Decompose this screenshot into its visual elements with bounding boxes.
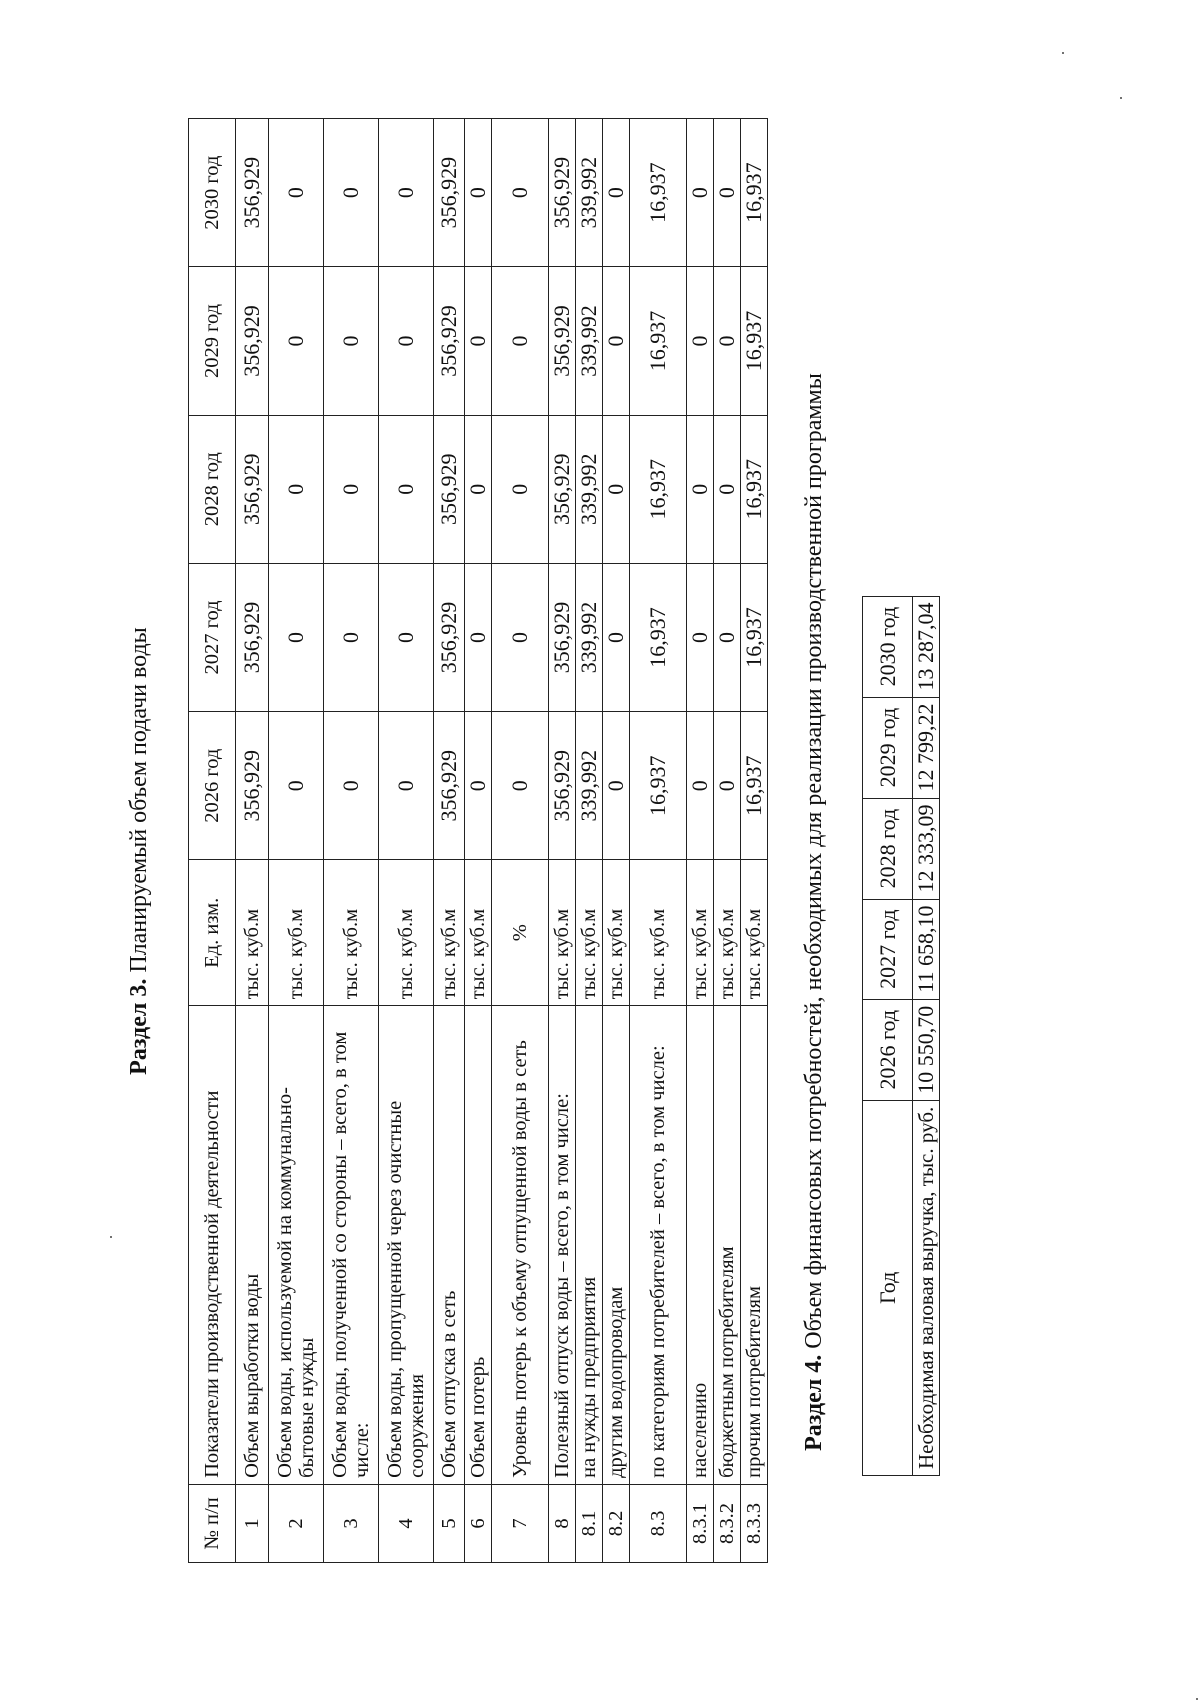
row-value-2029: 356,929 bbox=[549, 267, 576, 415]
row-indicator: Объем отпуска в сеть bbox=[434, 1006, 465, 1485]
section3-title-bold: Раздел 3. bbox=[126, 978, 152, 1075]
row-value-2029: 0 bbox=[465, 267, 492, 415]
row-num: 5 bbox=[434, 1484, 465, 1562]
row-num: 8.1 bbox=[576, 1484, 603, 1562]
row-unit: тыс. куб.м bbox=[630, 860, 687, 1006]
table-row bbox=[269, 119, 324, 1563]
row-value-2029: 0 bbox=[492, 267, 549, 415]
row-num: 8 bbox=[549, 1484, 576, 1562]
row-unit: тыс. куб.м bbox=[434, 860, 465, 1006]
table-header-row bbox=[189, 119, 236, 1563]
row-value-2026: 16,937 bbox=[741, 712, 768, 860]
row-value-2027: 339,992 bbox=[576, 563, 603, 711]
row-indicator: Полезный отпуск воды – всего, в том числе: bbox=[549, 1006, 576, 1485]
row-value-2028: 356,929 bbox=[434, 415, 465, 563]
row-indicator: по категориям потребителей – всего, в том числе: bbox=[630, 1006, 687, 1485]
row-value-2029: 12 799,22 bbox=[913, 697, 940, 798]
row-unit: тыс. куб.м bbox=[687, 860, 714, 1006]
row-indicator: Объем воды, полученной со стороны – всего, в том числе: bbox=[324, 1006, 379, 1485]
row-value-2030: 0 bbox=[269, 119, 324, 267]
row-value-2028: 356,929 bbox=[549, 415, 576, 563]
table-row bbox=[576, 119, 603, 1563]
table-row bbox=[630, 119, 687, 1563]
table-row bbox=[549, 119, 576, 1563]
row-value-2030: 0 bbox=[379, 119, 434, 267]
row-value-2030: 356,929 bbox=[236, 119, 269, 267]
row-value-2029: 0 bbox=[603, 267, 630, 415]
row-value-2030: 16,937 bbox=[630, 119, 687, 267]
row-value-2026: 356,929 bbox=[549, 712, 576, 860]
row-value-2027: 0 bbox=[465, 563, 492, 711]
row-indicator: Уровень потерь к объему отпущенной воды в сеть bbox=[492, 1006, 549, 1485]
row-unit: тыс. куб.м bbox=[324, 860, 379, 1006]
row-value-2029: 356,929 bbox=[236, 267, 269, 415]
planned-water-supply-table bbox=[188, 118, 768, 1563]
row-unit: тыс. куб.м bbox=[236, 860, 269, 1006]
row-num: 8.3 bbox=[630, 1484, 687, 1562]
table-row bbox=[434, 119, 465, 1563]
header-2026: 2026 год bbox=[189, 712, 236, 860]
row-value-2030: 0 bbox=[687, 119, 714, 267]
table-row bbox=[913, 596, 940, 1475]
section4-title-text: Объем финансовых потребностей, необходимых для реализации производственной программы bbox=[801, 373, 827, 1355]
row-unit: тыс. куб.м bbox=[379, 860, 434, 1006]
row-value-2026: 0 bbox=[269, 712, 324, 860]
header-2026: 2026 год bbox=[863, 999, 913, 1100]
row-value-2030: 16,937 bbox=[741, 119, 768, 267]
row-num: 8.2 bbox=[603, 1484, 630, 1562]
row-value-2027: 0 bbox=[603, 563, 630, 711]
scan-speck bbox=[110, 1236, 112, 1238]
row-unit: % bbox=[492, 860, 549, 1006]
row-indicator: Объем выработки воды bbox=[236, 1006, 269, 1485]
row-value-2026: 10 550,70 bbox=[913, 999, 940, 1100]
row-unit: тыс. куб.м bbox=[576, 860, 603, 1006]
section3-title bbox=[125, 0, 153, 1702]
table-row bbox=[687, 119, 714, 1563]
row-indicator: другим водопроводам bbox=[603, 1006, 630, 1485]
row-num: 7 bbox=[492, 1484, 549, 1562]
row-value-2029: 356,929 bbox=[434, 267, 465, 415]
row-indicator: Объем потерь bbox=[465, 1006, 492, 1485]
row-value-2028: 16,937 bbox=[741, 415, 768, 563]
row-value-2030: 0 bbox=[465, 119, 492, 267]
row-value-2026: 0 bbox=[492, 712, 549, 860]
row-value-2030: 0 bbox=[492, 119, 549, 267]
row-value-2026: 0 bbox=[379, 712, 434, 860]
row-value-2027: 0 bbox=[492, 563, 549, 711]
row-value-2026: 0 bbox=[687, 712, 714, 860]
table-row bbox=[603, 119, 630, 1563]
row-unit: тыс. куб.м bbox=[714, 860, 741, 1006]
row-value-2026: 0 bbox=[714, 712, 741, 860]
scan-speck bbox=[1196, 1698, 1198, 1700]
row-indicator: населению bbox=[687, 1006, 714, 1485]
header-2028: 2028 год bbox=[863, 798, 913, 899]
row-value-2028: 0 bbox=[379, 415, 434, 563]
row-indicator: Объем воды, пропущенной через очистные сооружения bbox=[379, 1006, 434, 1485]
row-value-2026: 0 bbox=[603, 712, 630, 860]
row-value-2028: 12 333,09 bbox=[913, 798, 940, 899]
row-value-2027: 0 bbox=[269, 563, 324, 711]
row-value-2026: 0 bbox=[324, 712, 379, 860]
row-value-2028: 0 bbox=[465, 415, 492, 563]
row-value-2030: 0 bbox=[714, 119, 741, 267]
header-2029: 2029 год bbox=[863, 697, 913, 798]
row-unit: тыс. куб.м bbox=[549, 860, 576, 1006]
row-value-2029: 0 bbox=[269, 267, 324, 415]
table-row bbox=[741, 119, 768, 1563]
row-indicator: прочим потребителям bbox=[741, 1006, 768, 1485]
row-value-2028: 356,929 bbox=[236, 415, 269, 563]
scan-speck bbox=[1120, 97, 1122, 99]
header-2030: 2030 год bbox=[863, 596, 913, 697]
row-value-2029: 0 bbox=[324, 267, 379, 415]
row-value-2028: 0 bbox=[324, 415, 379, 563]
header-2027: 2027 год bbox=[189, 563, 236, 711]
header-2028: 2028 год bbox=[189, 415, 236, 563]
row-value-2027: 0 bbox=[379, 563, 434, 711]
section4-title-bold: Раздел 4. bbox=[801, 1354, 827, 1451]
row-value-2028: 339,992 bbox=[576, 415, 603, 563]
row-value-2029: 0 bbox=[687, 267, 714, 415]
row-num: 8.3.3 bbox=[741, 1484, 768, 1562]
table-row bbox=[714, 119, 741, 1563]
row-unit: тыс. куб.м bbox=[269, 860, 324, 1006]
header-2027: 2027 год bbox=[863, 899, 913, 999]
row-value-2030: 13 287,04 bbox=[913, 596, 940, 697]
section3-title-text: Планируемый объем подачи воды bbox=[126, 627, 152, 979]
row-value-2030: 0 bbox=[324, 119, 379, 267]
table-row bbox=[236, 119, 269, 1563]
row-value-2029: 0 bbox=[379, 267, 434, 415]
row-num: 1 bbox=[236, 1484, 269, 1562]
table-row bbox=[492, 119, 549, 1563]
row-value-2027: 16,937 bbox=[741, 563, 768, 711]
header-2030: 2030 год bbox=[189, 119, 236, 267]
financial-needs-table bbox=[862, 596, 940, 1476]
row-value-2028: 0 bbox=[492, 415, 549, 563]
table-header-row bbox=[863, 596, 913, 1475]
row-num: 6 bbox=[465, 1484, 492, 1562]
row-value-2026: 0 bbox=[465, 712, 492, 860]
row-unit: тыс. куб.м bbox=[465, 860, 492, 1006]
row-num: 8.3.2 bbox=[714, 1484, 741, 1562]
row-value-2027: 356,929 bbox=[434, 563, 465, 711]
row-value-2029: 0 bbox=[714, 267, 741, 415]
table-row bbox=[324, 119, 379, 1563]
header-unit: Ед. изм. bbox=[189, 860, 236, 1006]
row-num: 4 bbox=[379, 1484, 434, 1562]
row-value-2029: 16,937 bbox=[630, 267, 687, 415]
row-indicator: бюджетным потребителям bbox=[714, 1006, 741, 1485]
row-value-2029: 16,937 bbox=[741, 267, 768, 415]
row-value-2029: 339,992 bbox=[576, 267, 603, 415]
row-value-2028: 16,937 bbox=[630, 415, 687, 563]
row-value-2030: 0 bbox=[603, 119, 630, 267]
row-value-2026: 16,937 bbox=[630, 712, 687, 860]
header-num: № п/п bbox=[189, 1484, 236, 1562]
row-value-2026: 356,929 bbox=[434, 712, 465, 860]
header-year-label: Год bbox=[863, 1100, 913, 1475]
section4-title bbox=[800, 172, 828, 1652]
row-unit: тыс. куб.м bbox=[603, 860, 630, 1006]
table-row bbox=[465, 119, 492, 1563]
row-num: 3 bbox=[324, 1484, 379, 1562]
row-indicator: Объем воды, используемой на коммунально-бытовые нужды bbox=[269, 1006, 324, 1485]
row-num: 2 bbox=[269, 1484, 324, 1562]
row-value-2028: 0 bbox=[687, 415, 714, 563]
row-value-2028: 0 bbox=[603, 415, 630, 563]
row-value-2027: 0 bbox=[714, 563, 741, 711]
row-value-2028: 0 bbox=[714, 415, 741, 563]
row-value-2027: 16,937 bbox=[630, 563, 687, 711]
table-row bbox=[379, 119, 434, 1563]
row-value-2026: 339,992 bbox=[576, 712, 603, 860]
header-indicator: Показатели производственной деятельности bbox=[189, 1006, 236, 1485]
row-num: 8.3.1 bbox=[687, 1484, 714, 1562]
row-value-2027: 356,929 bbox=[549, 563, 576, 711]
row-value-2030: 339,992 bbox=[576, 119, 603, 267]
row-unit: тыс. куб.м bbox=[741, 860, 768, 1006]
row-indicator: на нужды предприятия bbox=[576, 1006, 603, 1485]
row-value-2028: 0 bbox=[269, 415, 324, 563]
row-value-2026: 356,929 bbox=[236, 712, 269, 860]
row-value-2027: 356,929 bbox=[236, 563, 269, 711]
row-value-2027: 0 bbox=[687, 563, 714, 711]
row-value-2027: 11 658,10 bbox=[913, 899, 940, 999]
row-value-2030: 356,929 bbox=[549, 119, 576, 267]
row-label-revenue: Необходимая валовая выручка, тыс. руб. bbox=[913, 1100, 940, 1475]
scan-speck bbox=[1062, 52, 1064, 54]
row-value-2030: 356,929 bbox=[434, 119, 465, 267]
row-value-2027: 0 bbox=[324, 563, 379, 711]
header-2029: 2029 год bbox=[189, 267, 236, 415]
